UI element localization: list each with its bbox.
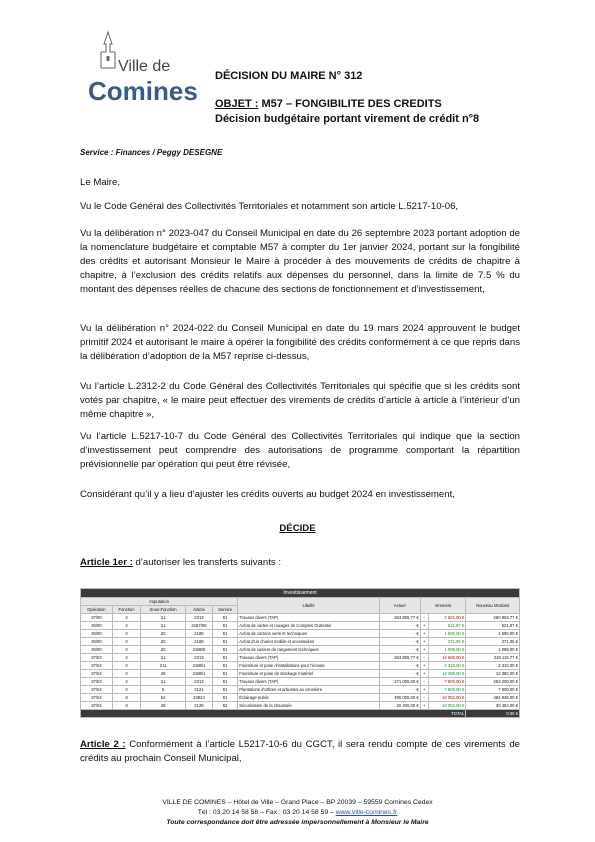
table-row	[81, 662, 520, 670]
cell-libelle: Achat de cartes et rouages de Comptes Outrestin	[238, 622, 379, 630]
cell-libelle: Sécurisation de la chaussée	[238, 702, 379, 710]
cell-virement: 521,97 €	[428, 622, 465, 630]
decide-heading: DÉCIDE	[279, 523, 316, 534]
cell-fonction: 9	[112, 694, 140, 702]
decision-subtitle: Décision budgétaire portant virement de crédit n°8	[215, 113, 480, 125]
cell-fonction: 0	[112, 670, 140, 678]
cell-sous-fonction: 52	[141, 694, 186, 702]
cell-libelle: Achat de cartons verts et techniques	[238, 630, 379, 638]
logo-ville-text: Ville de	[118, 58, 171, 75]
paragraph-deliberation-2024: Vu la délibération n° 2024-022 du Conseil Municipal en date du 19 mars 2024 approuvent le budget primitif 2024 et autorisant le maire à opérer la fongibilité des crédits conformément à ce que repris dans la délibération d’adoption de la M57 reprise ci-dessus,	[80, 323, 520, 362]
cell-service: 61	[212, 622, 237, 630]
cell-article: 2313	[185, 678, 212, 686]
table-row	[81, 694, 520, 702]
cell-fonction: 2	[112, 678, 140, 686]
service-line: Service : Finances / Peggy DESEGNE	[80, 148, 223, 157]
cell-nouveau: 2 310,00 €	[466, 662, 520, 670]
cell-operation: 30/00	[81, 646, 113, 654]
decision-title: DÉCISION DU MAIRE N° 312	[215, 70, 363, 82]
cell-service: 61	[212, 638, 237, 646]
col-sous-fonction: Sous-Fonction	[141, 606, 186, 614]
cell-sous-fonction: 21	[141, 654, 186, 662]
cell-actuel: - €	[379, 646, 420, 654]
table-row	[81, 622, 520, 630]
cell-sign: +	[420, 702, 428, 710]
cell-service: 61	[212, 654, 237, 662]
table-row	[81, 646, 520, 654]
cell-actuel: 263 805,77 €	[379, 654, 420, 662]
cell-sign: +	[420, 622, 428, 630]
cell-operation: 30/00	[81, 622, 113, 630]
cell-virement: 271,05 €	[428, 638, 465, 646]
cell-operation: 30/00	[81, 630, 113, 638]
cell-nouveau: 12 380,00 €	[466, 670, 520, 678]
article-2-label: Article 2 :	[80, 739, 126, 750]
table-row	[81, 654, 520, 662]
cell-article: 2121	[185, 686, 212, 694]
cell-service: 61	[212, 678, 237, 686]
cell-operation: 37/03	[81, 678, 113, 686]
article-1-label: Article 1er :	[80, 557, 133, 568]
table-row	[81, 702, 520, 710]
cell-nouveau: 263 200,00 €	[466, 678, 520, 686]
city-logo	[88, 30, 198, 110]
paragraph-code-general: Vu le Code Général des Collectivités Territoriales et notamment son article L.5217-10-06,	[80, 201, 459, 212]
cell-virement: 10 052,00 €	[428, 702, 465, 710]
footer-phone-fax: Tél : 03 20 14 58 58 – Fax : 03 20 14 58 59 –	[197, 809, 336, 816]
cell-libelle: Éclairage public	[238, 694, 379, 702]
investment-table	[80, 588, 520, 718]
cell-sign: -	[420, 654, 428, 662]
article-1-text: d’autoriser les transferts suivants :	[132, 557, 282, 568]
cell-fonction: 2	[112, 622, 140, 630]
cell-fonction: 0	[112, 662, 140, 670]
cell-actuel: 20 400,00 €	[379, 702, 420, 710]
cell-operation: 37/04	[81, 694, 113, 702]
cell-libelle: Travaux divers (TAP)	[238, 678, 379, 686]
cell-sign: -	[420, 694, 428, 702]
paragraph-article-l2312: Vu l’article L.2312-2 du Code Général des Collectivités Territoriales qui spécifie que si les crédits sont votés par chapitre, « le maire peut effectuer des virements de crédits d’article à article à l’intérieur d’un même chapitre »,	[80, 381, 520, 420]
cell-nouveau: 1 590,00 €	[466, 630, 520, 638]
footer	[0, 798, 595, 828]
cell-article: 2188	[185, 638, 212, 646]
cell-service: 62	[212, 702, 237, 710]
cell-article: 23924	[185, 694, 212, 702]
cell-actuel: 271 000,00 €	[379, 678, 420, 686]
cell-sous-fonction: 28	[141, 670, 186, 678]
cell-article: 2157/58	[185, 622, 212, 630]
table-row	[81, 614, 520, 622]
cell-virement: 1 098,00 €	[428, 646, 465, 654]
cell-operation: 37/04	[81, 702, 113, 710]
paragraph-article-l5217: Vu l’article L.5217-10-7 du Code Général des Collectivités Territoriales qui indique que la section d’investissement peut comprendre des autorisations de programme comportant la répartition prévisionnelle par opération qui peut être révisée,	[80, 431, 520, 470]
col-service: Service	[212, 606, 237, 614]
paragraph-le-maire: Le Maire,	[80, 177, 120, 188]
cell-service: 61	[212, 614, 237, 622]
cell-actuel: - €	[379, 670, 420, 678]
col-nouveau: Nouveau Montant	[466, 598, 520, 614]
cell-sous-fonction: 5	[141, 686, 186, 694]
cell-article: 2188/1	[185, 662, 212, 670]
cell-actuel: - €	[379, 686, 420, 694]
table-row	[81, 630, 520, 638]
cell-sous-fonction: 21	[141, 622, 186, 630]
cell-actuel: - €	[379, 622, 420, 630]
cell-sous-fonction: 21	[141, 614, 186, 622]
cell-nouveau: 7 800,00 €	[466, 686, 520, 694]
cell-fonction: 0	[112, 646, 140, 654]
cell-fonction: 9	[112, 702, 140, 710]
table-row	[81, 678, 520, 686]
cell-sous-fonction: 28	[141, 702, 186, 710]
cell-libelle: Fourniture et pose de stockage matériel	[238, 670, 379, 678]
logo-comines-text: Comines	[88, 76, 198, 106]
article-1	[80, 557, 281, 568]
cell-operation: 37/03	[81, 654, 113, 662]
cell-virement: 2 310,00 €	[428, 662, 465, 670]
col-libelle: Libellé	[238, 598, 379, 614]
imputation-header: Imputation	[81, 598, 238, 606]
cell-service: 61	[212, 646, 237, 654]
cell-sign: -	[420, 678, 428, 686]
cell-nouveau: 271,05 €	[466, 638, 520, 646]
cell-sous-fonction: 211	[141, 662, 186, 670]
objet-label: OBJET :	[215, 98, 259, 110]
cell-virement: 10 052,00 €	[428, 694, 465, 702]
cell-nouveau: 260 904,77 €	[466, 614, 520, 622]
cell-service: 61	[212, 694, 237, 702]
cell-sign: +	[420, 686, 428, 694]
cell-operation: 30/00	[81, 638, 113, 646]
cell-nouveau: 484 948,00 €	[466, 694, 520, 702]
cell-service: 61	[212, 630, 237, 638]
objet-line	[215, 98, 442, 110]
paragraph-considerant: Considérant qu’il y a lieu d’ajuster les crédits ouverts au budget 2024 en investissement,	[80, 489, 455, 500]
objet-text: M57 – FONGIBILITE DES CREDITS	[258, 98, 442, 110]
cell-article: 2188/5	[185, 646, 212, 654]
cell-actuel: 495 000,00 €	[379, 694, 420, 702]
cell-sign: -	[420, 614, 428, 622]
cell-virement: 7 800,00 €	[428, 678, 465, 686]
cell-libelle: Achat d’un chariot mobile et accessoires	[238, 638, 379, 646]
cell-actuel: - €	[379, 630, 420, 638]
table-row	[81, 686, 520, 694]
cell-actuel: - €	[379, 662, 420, 670]
cell-libelle: Achat de casiers de rangement techniques	[238, 646, 379, 654]
cell-article: 2313	[185, 654, 212, 662]
cell-sign: +	[420, 662, 428, 670]
cell-libelle: Travaux divers (TAP)	[238, 614, 379, 622]
website-link[interactable]: www.ville-comines.fr	[335, 809, 398, 816]
paragraph-deliberation-2023: Vu la délibération n° 2023-047 du Conseil Municipal en date du 26 septembre 2023 portant adoption de la nomenclature budgétaire et comptable M57 à compter du 1er janvier 2024, portant sur la fongibilité des crédits et autorisant Monsieur le Maire à procéder à des mouvements de crédits de chapitre à chapitre, à l’exclusion des crédits relatifs aux dépenses du personnel, dans la limite de 7.5 % du montant des dépenses réelles de chacune des sections de fonctionnement et d’investissement,	[80, 228, 520, 295]
footer-note: Toute correspondance doit être adressée impersonnellement à Monsieur le Maire	[166, 819, 429, 826]
table-row	[81, 670, 520, 678]
table-row	[81, 638, 520, 646]
cell-fonction: 0	[112, 686, 140, 694]
cell-nouveau: 521,97 €	[466, 622, 520, 630]
cell-article: 2128	[185, 702, 212, 710]
cell-sign: +	[420, 670, 428, 678]
col-virement: Virement	[420, 598, 466, 614]
cell-actuel: - €	[379, 638, 420, 646]
cell-sous-fonction: 21	[141, 678, 186, 686]
cell-operation: 37/00	[81, 614, 113, 622]
cell-operation: 37/04	[81, 670, 113, 678]
cell-article: 2313	[185, 614, 212, 622]
cell-sign: +	[420, 646, 428, 654]
cell-operation: 37/04	[81, 686, 113, 694]
cell-sign: +	[420, 630, 428, 638]
cell-virement: 2 901,00 €	[428, 614, 465, 622]
cell-article: 2188/1	[185, 670, 212, 678]
cell-sous-fonction: 20	[141, 646, 186, 654]
cell-libelle: Fourniture et pose d’installations pour l’écoute	[238, 662, 379, 670]
total-value: 0,00 €	[466, 710, 520, 718]
cell-actuel: 263 805,77 €	[379, 614, 420, 622]
footer-contact	[0, 808, 595, 818]
cell-sous-fonction: 20	[141, 630, 186, 638]
cell-sous-fonction: 20	[141, 638, 186, 646]
cell-nouveau: 1 098,00 €	[466, 646, 520, 654]
cell-virement: 1 590,00 €	[428, 630, 465, 638]
cell-nouveau: 30 452,00 €	[466, 702, 520, 710]
col-article: Article	[185, 606, 212, 614]
cell-fonction: 0	[112, 630, 140, 638]
cell-fonction: 0	[112, 638, 140, 646]
cell-service: 61	[212, 662, 237, 670]
cell-libelle: Plantations d’arbres et arbustes au cimetière	[238, 686, 379, 694]
cell-service: 61	[212, 670, 237, 678]
cell-operation: 37/04	[81, 662, 113, 670]
cell-libelle: Travaux divers (TAP)	[238, 654, 379, 662]
cell-virement: 7 800,00 €	[428, 686, 465, 694]
col-fonction: Fonction	[112, 606, 140, 614]
table-title: Investissement	[81, 589, 520, 598]
cell-nouveau: 249 115,77 €	[466, 654, 520, 662]
col-actuel: Actuel	[379, 598, 420, 614]
total-label: TOTAL	[81, 710, 466, 718]
article-2	[80, 738, 520, 766]
cell-fonction: 2	[112, 654, 140, 662]
cell-article: 2188	[185, 630, 212, 638]
footer-address: VILLE DE COMINES – Hôtel de Ville – Grand Place – BP 20039 – 59559 Comines Cedex	[162, 799, 433, 806]
cell-sign: +	[420, 638, 428, 646]
col-operation: Opération	[81, 606, 113, 614]
cell-fonction: 2	[112, 614, 140, 622]
cell-virement: 12 380,00 €	[428, 670, 465, 678]
cell-virement: 14 690,00 €	[428, 654, 465, 662]
article-2-text: Conformément à l’article L5217-10-6 du CGCT, il sera rendu compte de ces virements de crédits au prochain Conseil Municipal,	[80, 739, 520, 764]
cell-service: 61	[212, 686, 237, 694]
